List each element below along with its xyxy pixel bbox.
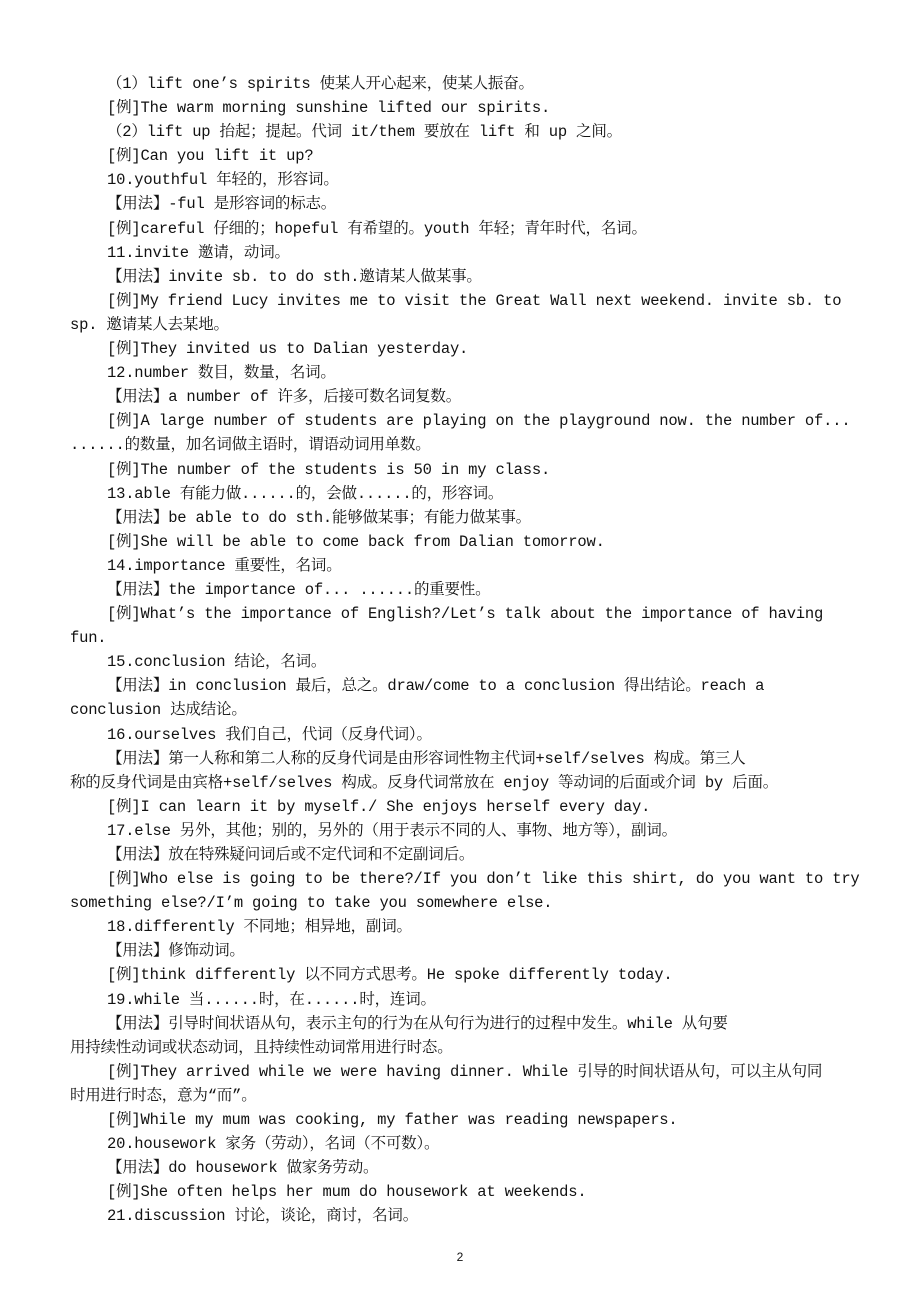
text-line: 10.youthful 年轻的，形容词。 bbox=[107, 171, 339, 190]
text-line: [例]They invited us to Dalian yesterday. bbox=[107, 340, 469, 359]
text-line: [例]careful 仔细的；hopeful 有希望的。youth 年轻；青年时代，名词。 bbox=[107, 219, 647, 238]
paragraph bbox=[70, 409, 890, 457]
paragraph bbox=[70, 217, 890, 241]
paragraph bbox=[70, 265, 890, 289]
paragraph bbox=[70, 144, 890, 168]
text-line: [例]think differently 以不同方式思考。He spoke differently today. bbox=[107, 966, 673, 985]
document-body bbox=[70, 72, 890, 1229]
text-line: 【用法】引导时间状语从句，表示主句的行为在从句行为进行的过程中发生。while 从句要 bbox=[107, 1014, 728, 1033]
text-line: 称的反身代词是由宾格+self/selves 构成。反身代词常放在 enjoy 等动词的后面或介词 by 后面。 bbox=[70, 773, 779, 792]
text-line: fun. bbox=[70, 629, 107, 648]
text-line: [例]The number of the students is 50 in my class. bbox=[107, 460, 551, 479]
paragraph bbox=[70, 168, 890, 192]
text-line: 12.number 数目，数量，名词。 bbox=[107, 364, 336, 383]
text-line: 21.discussion 讨论，谈论，商讨，名词。 bbox=[107, 1207, 419, 1226]
text-line: 18.differently 不同地；相异地，副词。 bbox=[107, 918, 412, 937]
paragraph bbox=[70, 1180, 890, 1204]
paragraph bbox=[70, 1204, 890, 1228]
paragraph bbox=[70, 674, 890, 722]
text-line: 17.else 另外，其他；别的，另外的（用于表示不同的人、事物、地方等），副词。 bbox=[107, 821, 677, 840]
paragraph bbox=[70, 819, 890, 843]
text-line: 11.invite 邀请，动词。 bbox=[107, 243, 290, 262]
text-line: 14.importance 重要性，名词。 bbox=[107, 556, 342, 575]
paragraph bbox=[70, 120, 890, 144]
text-line: 【用法】be able to do sth.能够做某事；有能力做某事。 bbox=[107, 508, 531, 527]
paragraph bbox=[70, 843, 890, 867]
paragraph bbox=[70, 1132, 890, 1156]
paragraph bbox=[70, 554, 890, 578]
text-line: [例]I can learn it by myself./ She enjoys herself every day. bbox=[107, 797, 651, 816]
paragraph bbox=[70, 241, 890, 265]
text-line: ......的数量，加名词做主语时，谓语动词用单数。 bbox=[70, 436, 431, 455]
text-line: （2）lift up 抬起；提起。代词 it/them 要放在 lift 和 up 之间。 bbox=[107, 123, 622, 142]
page-number: 2 bbox=[456, 1250, 464, 1264]
paragraph bbox=[70, 1012, 890, 1060]
paragraph bbox=[70, 1156, 890, 1180]
paragraph bbox=[70, 867, 890, 915]
text-line: sp. 邀请某人去某地。 bbox=[70, 315, 229, 334]
text-line: 【用法】invite sb. to do sth.邀请某人做某事。 bbox=[107, 267, 482, 286]
text-line: something else?/I’m going to take you somewhere else. bbox=[70, 894, 553, 913]
paragraph bbox=[70, 458, 890, 482]
paragraph bbox=[70, 192, 890, 216]
paragraph bbox=[70, 482, 890, 506]
text-line: 13.able 有能力做......的，会做......的，形容词。 bbox=[107, 484, 504, 503]
text-line: 【用法】a number of 许多，后接可数名词复数。 bbox=[107, 388, 462, 407]
paragraph bbox=[70, 96, 890, 120]
text-line: 【用法】-ful 是形容词的标志。 bbox=[107, 195, 337, 214]
paragraph bbox=[70, 963, 890, 987]
text-line: [例]My friend Lucy invites me to visit the Great Wall next weekend. invite sb. to bbox=[107, 291, 842, 310]
text-line: [例]While my mum was cooking, my father was reading newspapers. bbox=[107, 1111, 678, 1130]
paragraph bbox=[70, 795, 890, 819]
text-line: 【用法】in conclusion 最后，总之。draw/come to a conclusion 得出结论。reach a bbox=[107, 677, 765, 696]
paragraph bbox=[70, 915, 890, 939]
paragraph bbox=[70, 385, 890, 409]
paragraph bbox=[70, 506, 890, 530]
text-line: [例]The warm morning sunshine lifted our spirits. bbox=[107, 99, 551, 118]
paragraph bbox=[70, 1108, 890, 1132]
text-line: [例]Can you lift it up? bbox=[107, 147, 314, 166]
text-line: [例]She often helps her mum do housework at weekends. bbox=[107, 1183, 587, 1202]
text-line: 【用法】放在特殊疑问词后或不定代词和不定副词后。 bbox=[107, 846, 475, 864]
paragraph bbox=[70, 578, 890, 602]
text-line: [例]Who else is going to be there?/If you don’t like this shirt, do you want to try bbox=[107, 870, 860, 889]
text-line: 【用法】the importance of... ......的重要性。 bbox=[107, 580, 491, 599]
paragraph bbox=[70, 337, 890, 361]
text-line: （1）lift one’s spirits 使某人开心起来，使某人振奋。 bbox=[107, 75, 534, 93]
paragraph bbox=[70, 361, 890, 385]
text-line: 【用法】第一人称和第二人称的反身代词是由形容词性物主代词+self/selves 构成。第三人 bbox=[107, 749, 746, 768]
text-line: 20.housework 家务（劳动），名词（不可数）。 bbox=[107, 1135, 440, 1154]
paragraph bbox=[70, 939, 890, 963]
text-line: 用持续性动词或状态动词，且持续性动词常用进行时态。 bbox=[70, 1038, 453, 1057]
paragraph bbox=[70, 747, 890, 795]
paragraph bbox=[70, 1060, 890, 1108]
text-line: 15.conclusion 结论，名词。 bbox=[107, 653, 327, 672]
text-line: conclusion 达成结论。 bbox=[70, 701, 247, 720]
paragraph bbox=[70, 289, 890, 337]
paragraph bbox=[70, 72, 890, 96]
paragraph bbox=[70, 988, 890, 1012]
paragraph bbox=[70, 723, 890, 747]
paragraph bbox=[70, 650, 890, 674]
text-line: 时用进行时态，意为“而”。 bbox=[70, 1086, 257, 1105]
text-line: [例]What’s the importance of English?/Let’s talk about the importance of having bbox=[107, 605, 824, 624]
text-line: 【用法】修饰动词。 bbox=[107, 942, 245, 961]
text-line: [例]A large number of students are playing on the playground now. the number of... bbox=[107, 412, 851, 431]
paragraph bbox=[70, 602, 890, 650]
text-line: [例]They arrived while we were having dinner. While 引导的时间状语从句，可以主从句同 bbox=[107, 1062, 823, 1081]
text-line: [例]She will be able to come back from Dalian tomorrow. bbox=[107, 532, 605, 551]
text-line: 【用法】do housework 做家务劳动。 bbox=[107, 1159, 379, 1178]
text-line: 16.ourselves 我们自己，代词（反身代词）。 bbox=[107, 725, 432, 744]
text-line: 19.while 当......时，在......时，连词。 bbox=[107, 990, 436, 1009]
paragraph bbox=[70, 530, 890, 554]
